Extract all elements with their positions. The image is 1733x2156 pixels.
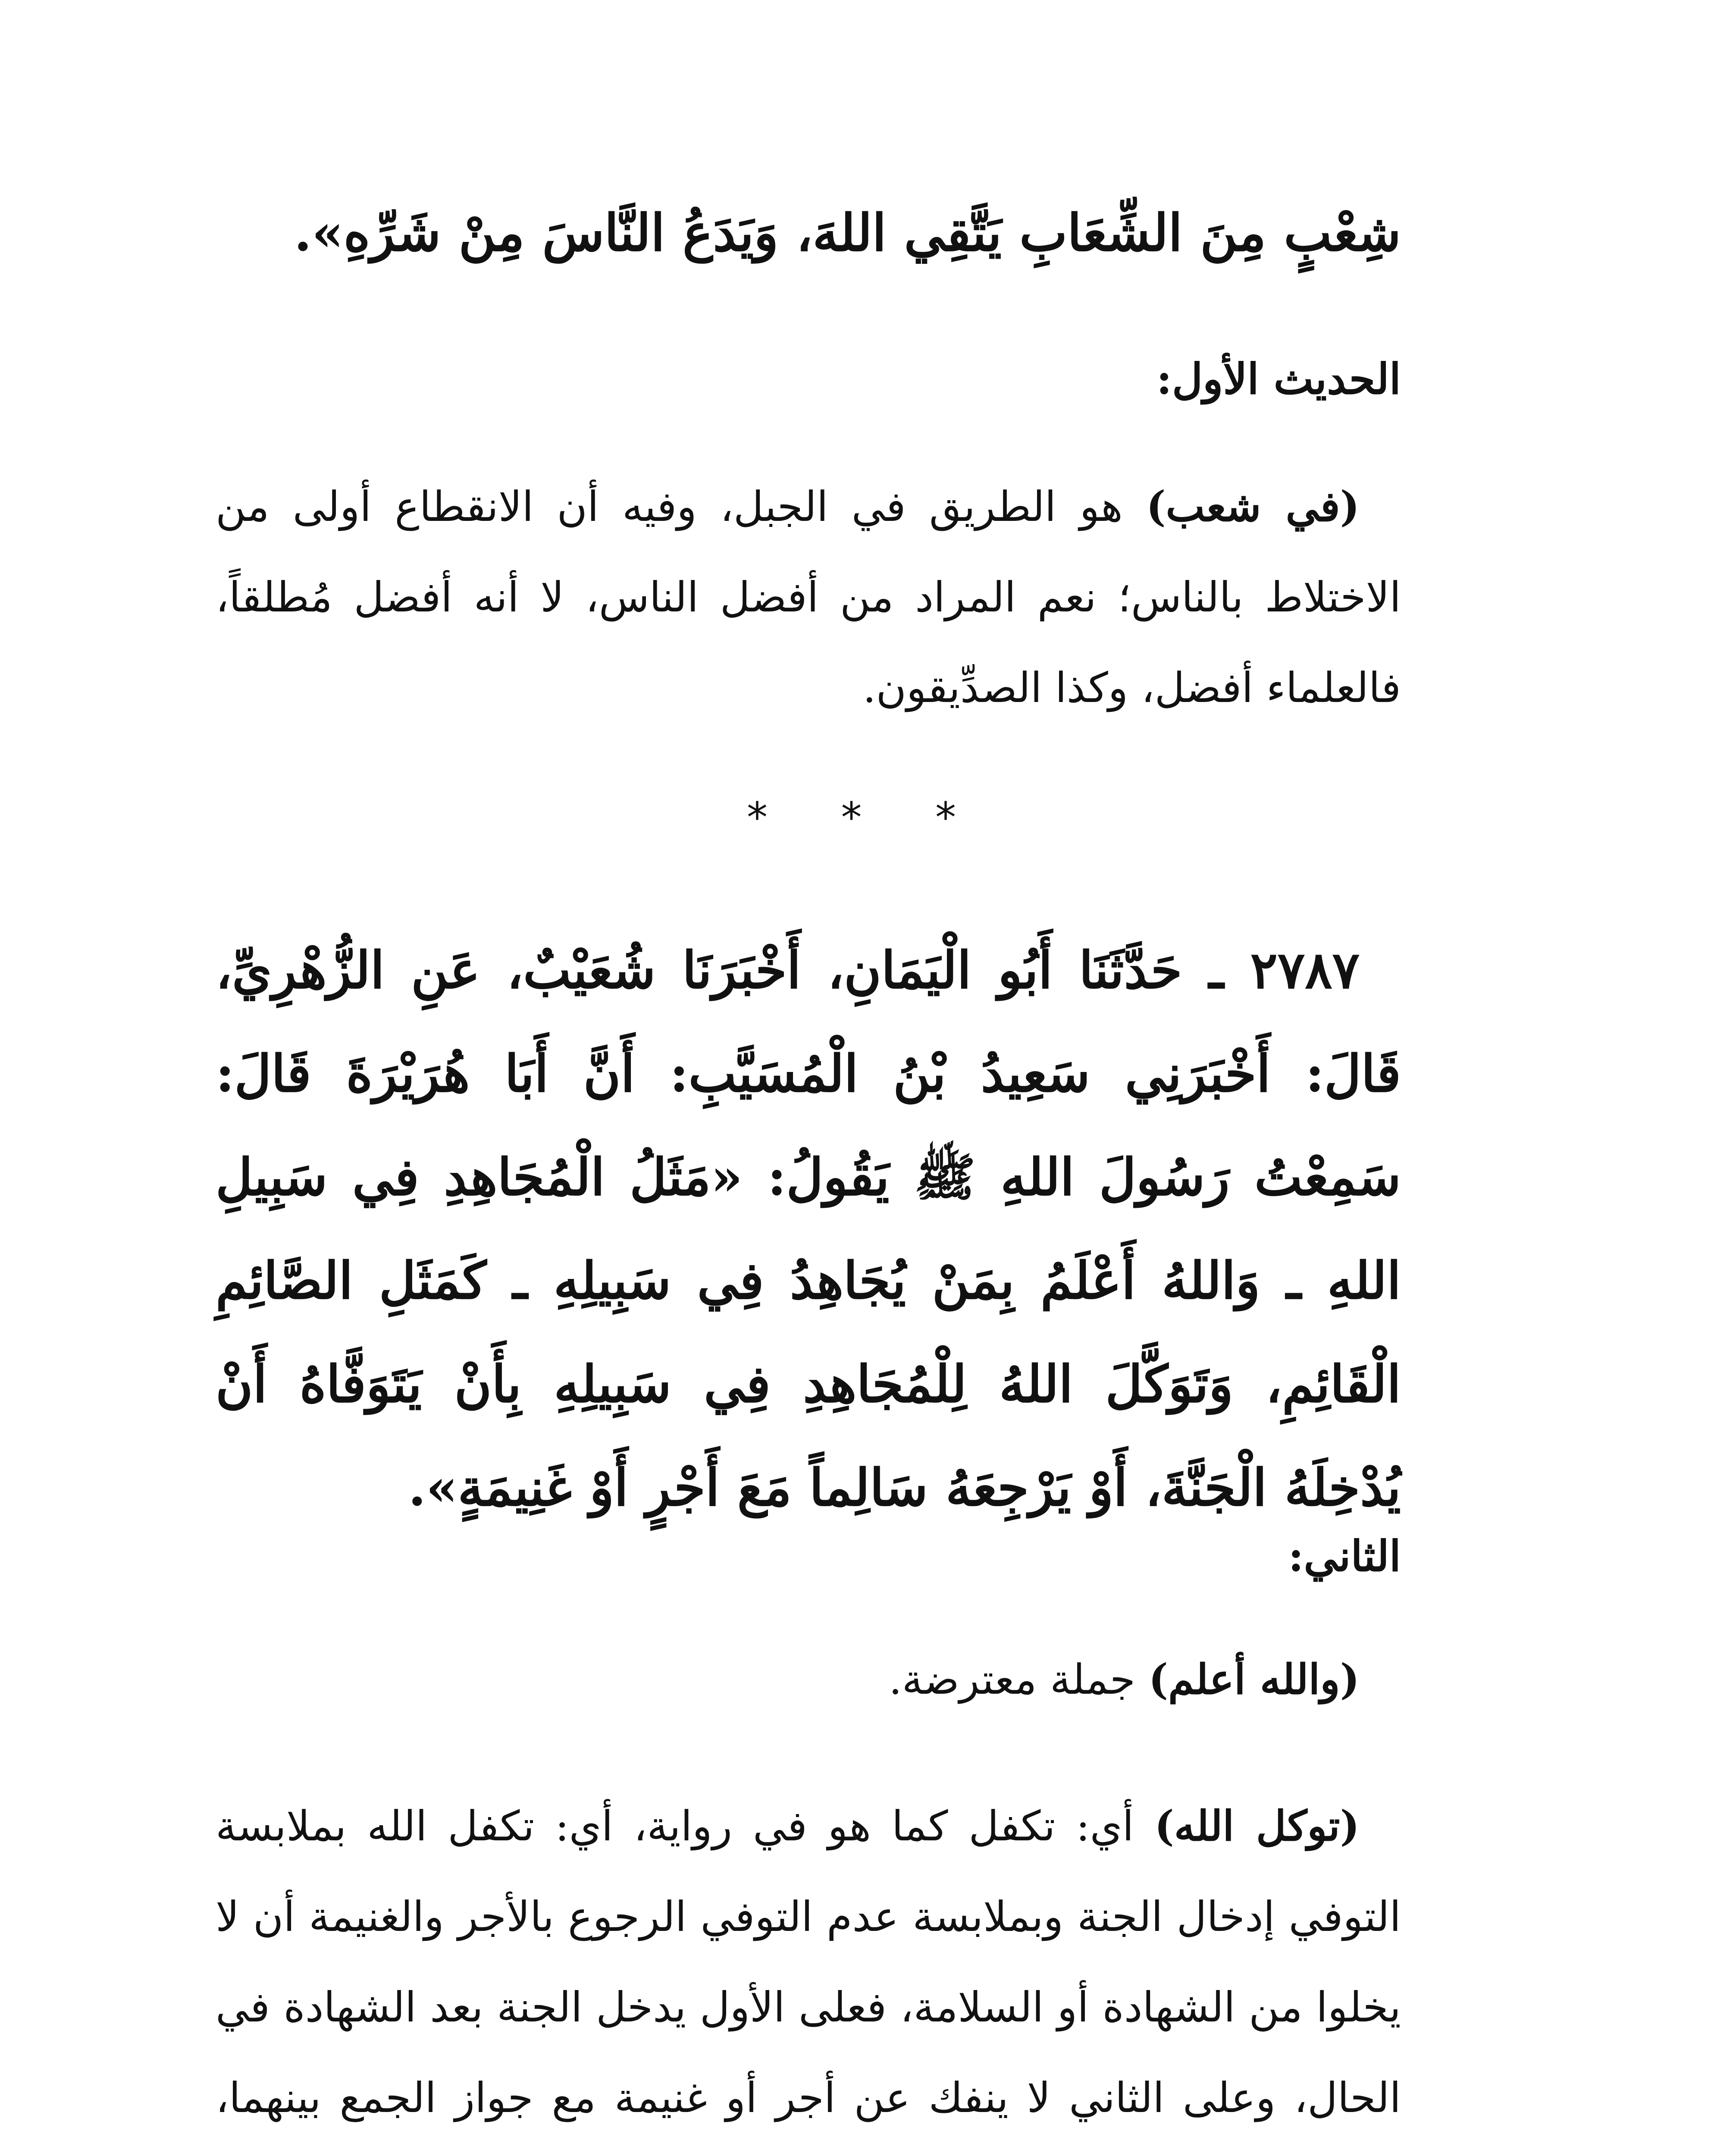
note-2-keyword: (توكل الله) [1154,1802,1360,1850]
second-commentary-note-2 [216,1781,1401,2156]
first-hadith-commentary [216,461,1401,733]
note-1-text: جملة معترضة. [889,1655,1149,1704]
hadith-2787 [216,918,1401,1539]
note-1-keyword: (والله أعلم) [1148,1655,1360,1704]
first-hadith-text: هو الطريق في الجبل، وفيه أن الانقطاع أولى من الاختلاط بالناس؛ نعم المراد من أفضل الناس، لا أنه أفضل مُطلقاً، فالعلماء أفضل، وكذا الصدِّيقون. [216,483,1401,712]
second-commentary-note-1 [216,1634,1401,1725]
first-hadith-keyword: (في شعب) [1146,482,1360,531]
second-commentary-heading [216,1522,1401,1591]
hadith-2787-text: ٢٧٨٧ ـ حَدَّثَنَا أَبُو الْيَمَانِ، أَخْبَرَنَا شُعَيْبٌ، عَنِ الزُّهْرِيِّ، قَالَ: أَخْبَرَنِي سَعِيدُ بْنُ الْمُسَيَّبِ: أَنَّ أَبَا هُرَيْرَةَ قَالَ: سَمِعْتُ رَسُولَ اللهِ ﷺ يَقُولُ: «مَثَلُ الْمُجَاهِدِ فِي سَبِيلِ اللهِ ـ وَاللهُ أَعْلَمُ بِمَنْ يُجَاهِدُ فِي سَبِيلِهِ ـ كَمَثَلِ الصَّائِمِ الْقَائِمِ، وَتَوَكَّلَ اللهُ لِلْمُجَاهِدِ فِي سَبِيلِهِ بِأَنْ يَتَوَفَّاهُ أَنْ يُدْخِلَهُ الْجَنَّةَ، أَوْ يَرْجِعَهُ سَالِماً مَعَ أَجْرٍ أَوْ غَنِيمَةٍ». [216,940,1401,1517]
second-commentary-heading-text: الثاني: [1288,1532,1401,1581]
section-separator: * * * [746,793,987,842]
first-hadith-heading-text: الحديث الأول: [1156,354,1401,404]
note-2-text: أي: تكفل كما هو في رواية، أي: تكفل الله بملابسة التوفي إدخال الجنة وبملابسة عدم التوفي الرجوع بالأجر والغنيمة أن لا يخلوا من الشهادة أو السلامة، فعلى الأول يدخل الجنة بعد الشهادة في الحال، وعلى الثاني لا ينفك عن أجر أو غنيمة مع جواز الجمع بينهما، [216,1802,1401,2122]
continuation-text: شِعْبٍ مِنَ الشِّعَابِ يَتَّقِي اللهَ، وَيَدَعُ النَّاسَ مِنْ شَرِّهِ». [294,203,1401,263]
continuation-line [216,181,1401,285]
first-hadith-heading [216,345,1401,414]
